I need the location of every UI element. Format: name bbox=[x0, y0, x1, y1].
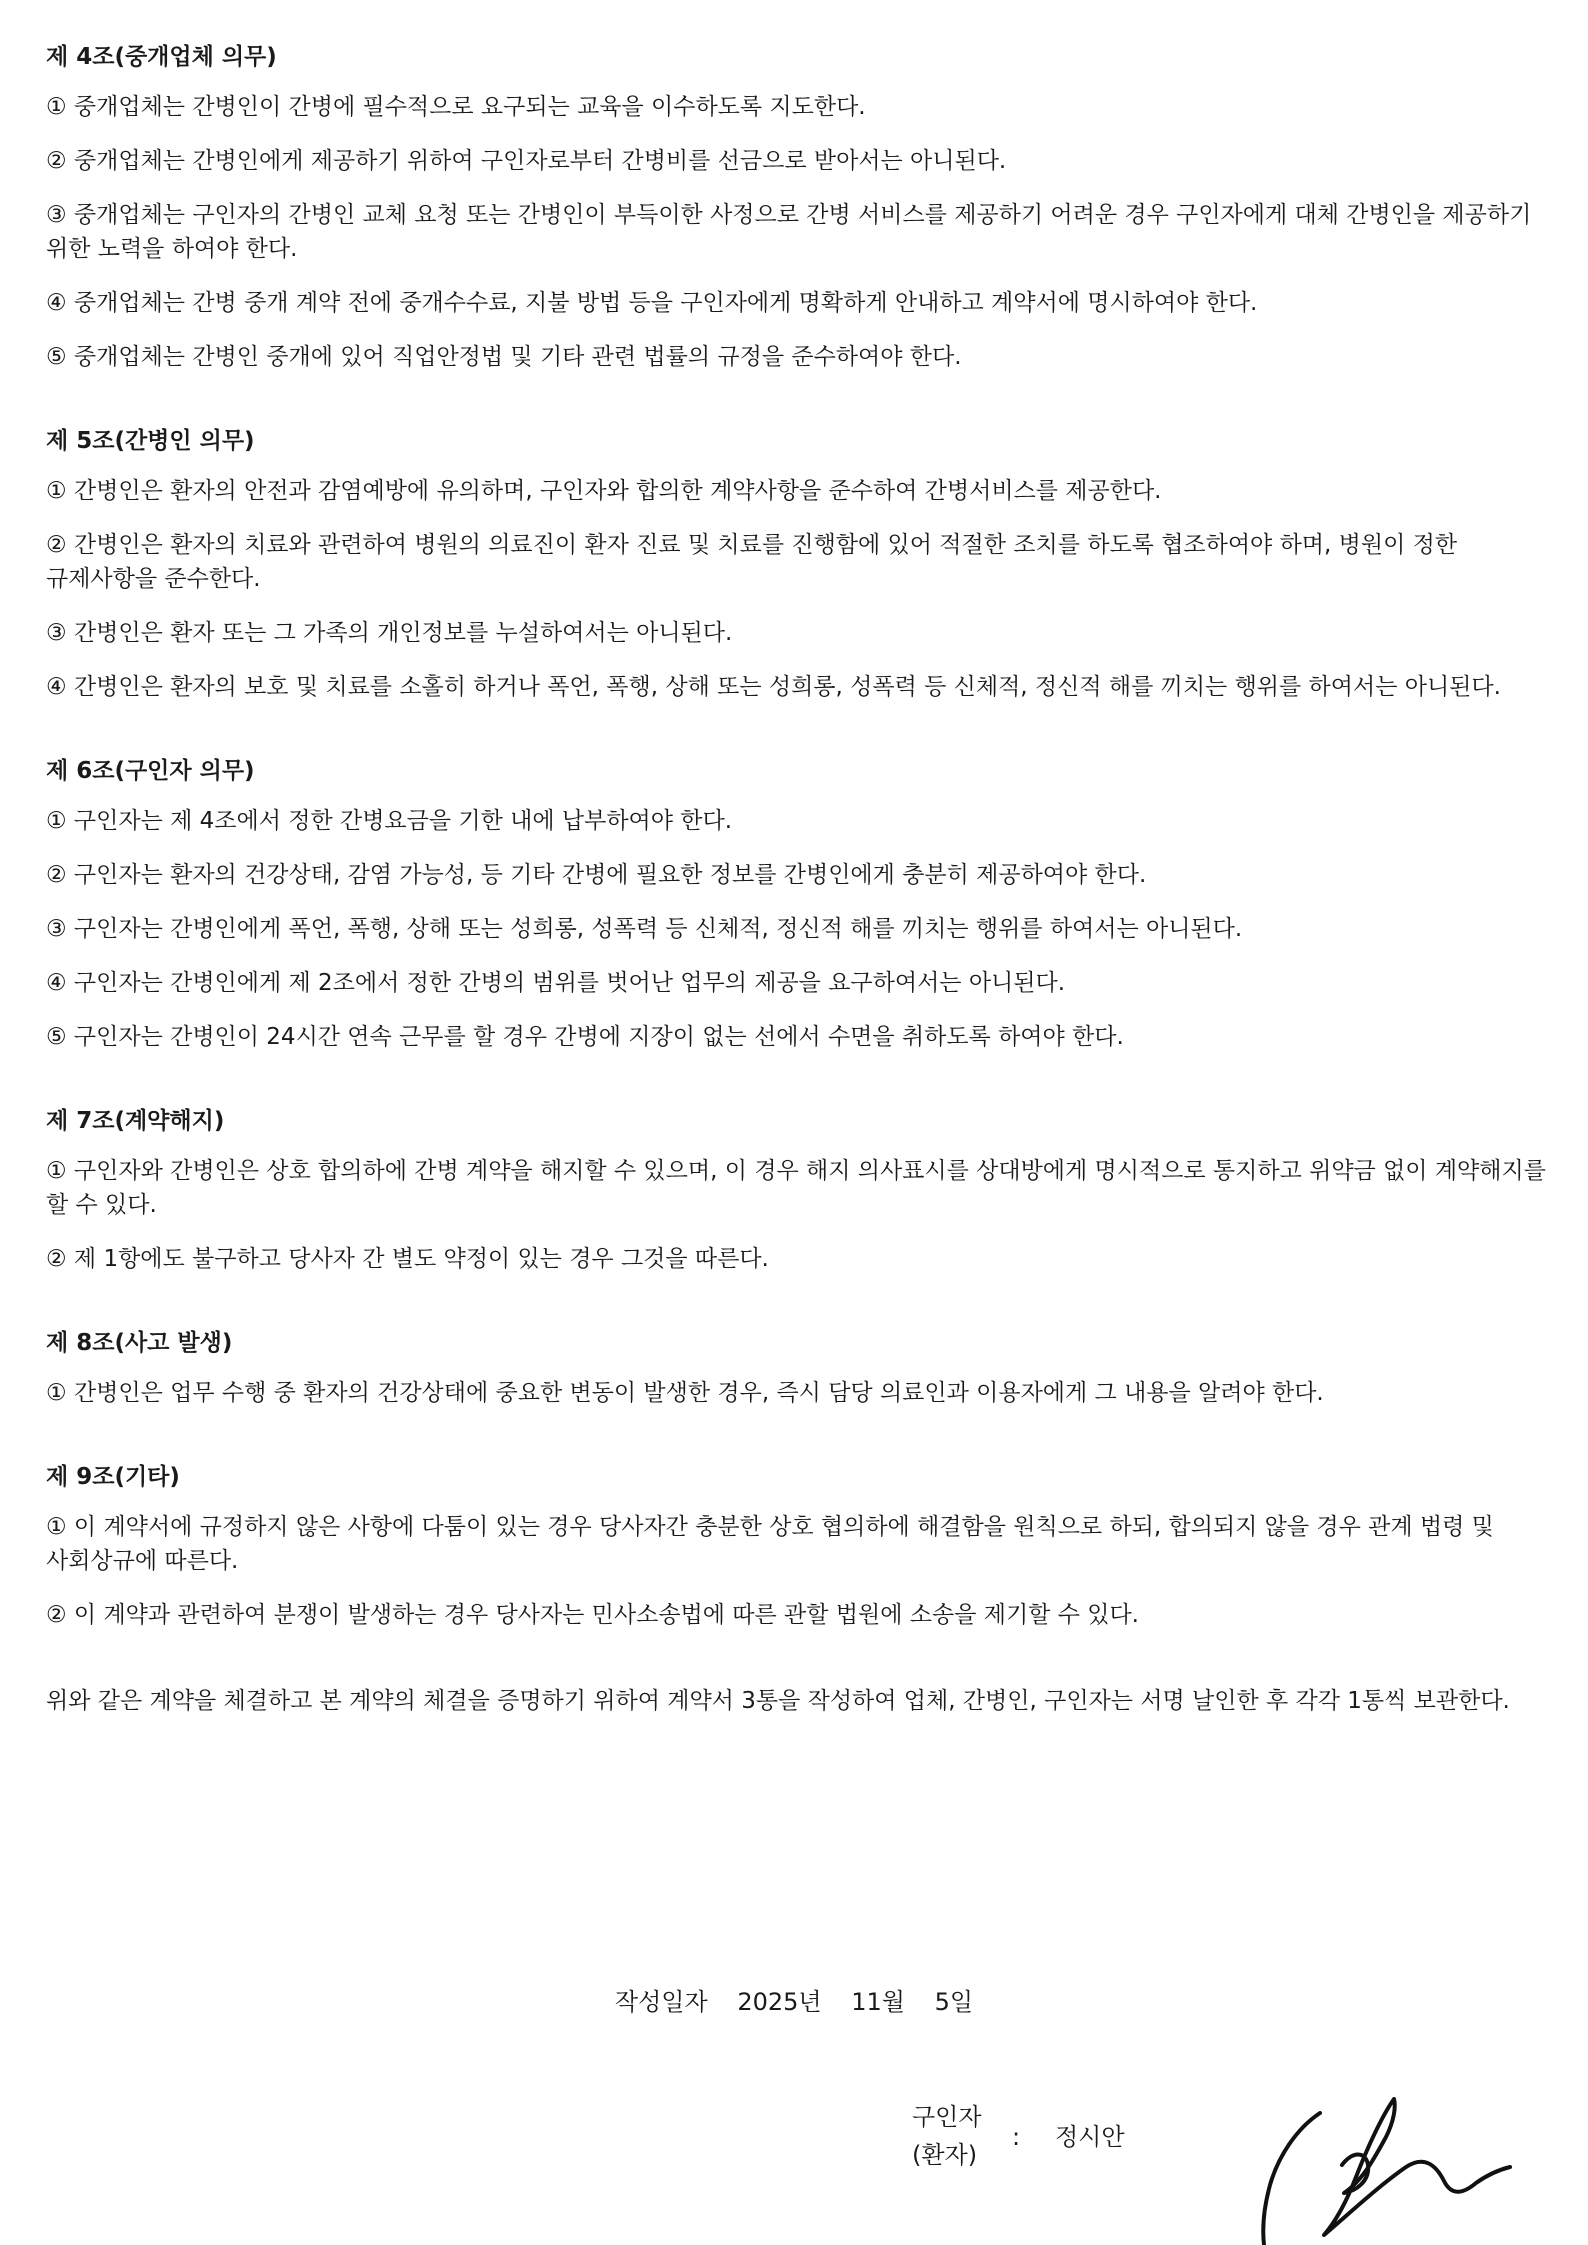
article-title: 제 9조(기타) bbox=[46, 1464, 180, 1490]
article-clause: ① 간병인은 환자의 안전과 감염예방에 유의하며, 구인자와 합의한 계약사항을 준수하여 간병서비스를 제공한다. bbox=[46, 478, 1162, 504]
signer-name: 정시안 bbox=[1055, 2123, 1125, 2151]
article-clause: ⑤ 구인자는 간병인이 24시간 연속 근무를 할 경우 간병에 지장이 없는 선에서 수면을 취하도록 하여야 한다. bbox=[46, 1024, 1124, 1050]
article-clause: ① 구인자와 간병인은 상호 합의하에 간병 계약을 해지할 수 있으며, 이 경우 해지 의사표시를 상대방에게 명시적으로 통지하고 위약금 없이 계약해지를 할 수 있다. bbox=[46, 1158, 1546, 1218]
signer-role-line1: 구인자 bbox=[912, 2103, 982, 2131]
article-clause: ① 간병인은 업무 수행 중 환자의 건강상태에 중요한 변동이 발생한 경우, 즉시 담당 의료인과 이용자에게 그 내용을 알려야 한다. bbox=[46, 1380, 1324, 1406]
article-clause: ① 중개업체는 간병인이 간병에 필수적으로 요구되는 교육을 이수하도록 지도한다. bbox=[46, 94, 866, 120]
article-title: 제 6조(구인자 의무) bbox=[46, 758, 255, 784]
article-clause: ① 구인자는 제 4조에서 정한 간병요금을 기한 내에 납부하여야 한다. bbox=[46, 808, 733, 834]
article-clause: ③ 간병인은 환자 또는 그 가족의 개인정보를 누설하여서는 아니된다. bbox=[46, 620, 733, 646]
date-line bbox=[0, 1985, 1588, 2019]
article-section bbox=[46, 424, 1546, 704]
article-clause: ② 이 계약과 관련하여 분쟁이 발생하는 경우 당사자는 민사소송법에 따른 관할 법원에 소송을 제기할 수 있다. bbox=[46, 1602, 1139, 1628]
article-clause: ⑤ 중개업체는 간병인 중개에 있어 직업안정법 및 기타 관련 법률의 규정을 준수하여야 한다. bbox=[46, 344, 962, 370]
date-year: 2025년 bbox=[737, 1988, 822, 2016]
contract-body bbox=[46, 40, 1546, 1720]
article-clause: ④ 구인자는 간병인에게 제 2조에서 정한 간병의 범위를 벗어난 업무의 제공을 요구하여서는 아니된다. bbox=[46, 970, 1066, 996]
article-clause: ② 구인자는 환자의 건강상태, 감염 가능성, 등 기타 간병에 필요한 정보를 간병인에게 충분히 제공하여야 한다. bbox=[46, 862, 1147, 888]
article-list bbox=[46, 40, 1546, 1632]
signer-role-line2: (환자) bbox=[912, 2141, 978, 2169]
signer-colon: : bbox=[1012, 2123, 1021, 2151]
article-clause: ② 제 1항에도 불구하고 당사자 간 별도 약정이 있는 경우 그것을 따른다. bbox=[46, 1246, 769, 1272]
article-title: 제 8조(사고 발생) bbox=[46, 1330, 233, 1356]
article-title: 제 4조(중개업체 의무) bbox=[46, 44, 277, 70]
article-clause: ④ 중개업체는 간병 중개 계약 전에 중개수수료, 지불 방법 등을 구인자에게 명확하게 안내하고 계약서에 명시하여야 한다. bbox=[46, 290, 1258, 316]
article-section bbox=[46, 40, 1546, 374]
article-section bbox=[46, 1104, 1546, 1276]
article-clause: ③ 구인자는 간병인에게 폭언, 폭행, 상해 또는 성희롱, 성폭력 등 신체적, 정신적 해를 끼치는 행위를 하여서는 아니된다. bbox=[46, 916, 1243, 942]
handwritten-signature bbox=[1248, 2085, 1518, 2245]
article-clause: ② 간병인은 환자의 치료와 관련하여 병원의 의료진이 환자 진료 및 치료를 진행함에 있어 적절한 조치를 하도록 협조하여야 하며, 병원이 정한 규제사항을 준수한다. bbox=[46, 532, 1458, 592]
article-section bbox=[46, 1326, 1546, 1410]
date-label: 작성일자 bbox=[614, 1988, 708, 2016]
article-clause: ② 중개업체는 간병인에게 제공하기 위하여 구인자로부터 간병비를 선금으로 받아서는 아니된다. bbox=[46, 148, 1007, 174]
article-clause: ③ 중개업체는 구인자의 간병인 교체 요청 또는 간병인이 부득이한 사정으로 간병 서비스를 제공하기 어려운 경우 구인자에게 대체 간병인을 제공하기 위한 노력을 하여야 한다. bbox=[46, 202, 1532, 262]
article-title: 제 7조(계약해지) bbox=[46, 1108, 225, 1134]
article-clause: ④ 간병인은 환자의 보호 및 치료를 소홀히 하거나 폭언, 폭행, 상해 또는 성희롱, 성폭력 등 신체적, 정신적 해를 끼치는 행위를 하여서는 아니된다. bbox=[46, 674, 1501, 700]
article-section bbox=[46, 754, 1546, 1054]
article-title: 제 5조(간병인 의무) bbox=[46, 428, 255, 454]
date-month: 11월 bbox=[851, 1988, 905, 2016]
article-section bbox=[46, 1460, 1546, 1632]
date-day: 5일 bbox=[934, 1988, 974, 2016]
article-clause: ① 이 계약서에 규정하지 않은 사항에 다툼이 있는 경우 당사자간 충분한 상호 협의하에 해결함을 원칙으로 하되, 합의되지 않을 경우 관계 법령 및 사회상규에 따른다. bbox=[46, 1514, 1494, 1574]
closing-statement: 위와 같은 계약을 체결하고 본 계약의 체결을 증명하기 위하여 계약서 3통을 작성하여 업체, 간병인, 구인자는 서명 날인한 후 각각 1통씩 보관한다. bbox=[46, 1688, 1510, 1714]
